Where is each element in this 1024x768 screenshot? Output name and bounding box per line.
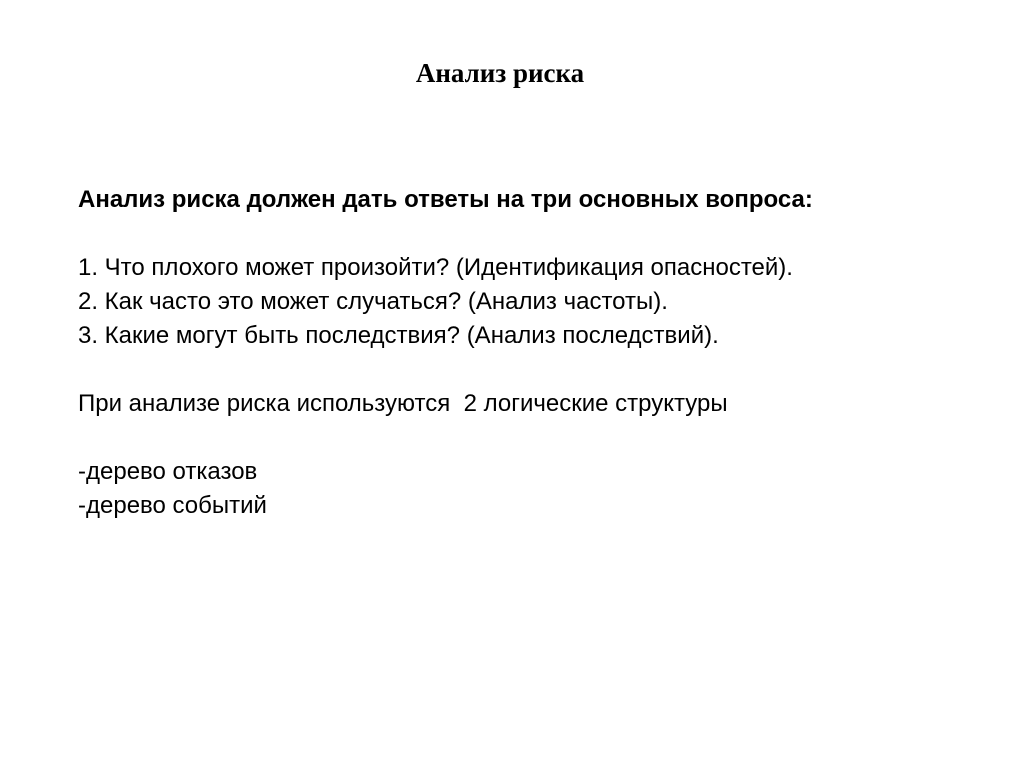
spacer — [78, 421, 998, 455]
intro-text: Анализ риска должен дать ответы на три основных вопроса: — [78, 186, 813, 213]
slide-body — [78, 183, 998, 523]
question-item: 2. Как часто это может случаться? (Анализ частоты). — [78, 288, 668, 315]
slide-title: Анализ риска — [415, 58, 585, 88]
question-item: 1. Что плохого может произойти? (Идентификация опасностей). — [78, 254, 793, 281]
spacer — [78, 353, 998, 387]
structure-item: -дерево событий — [78, 492, 267, 519]
structures-note: При анализе риска используются 2 логические структуры — [78, 390, 728, 417]
structure-item: -дерево отказов — [78, 458, 258, 485]
question-item: 3. Какие могут быть последствия? (Анализ последствий). — [78, 322, 719, 349]
spacer — [78, 217, 998, 251]
